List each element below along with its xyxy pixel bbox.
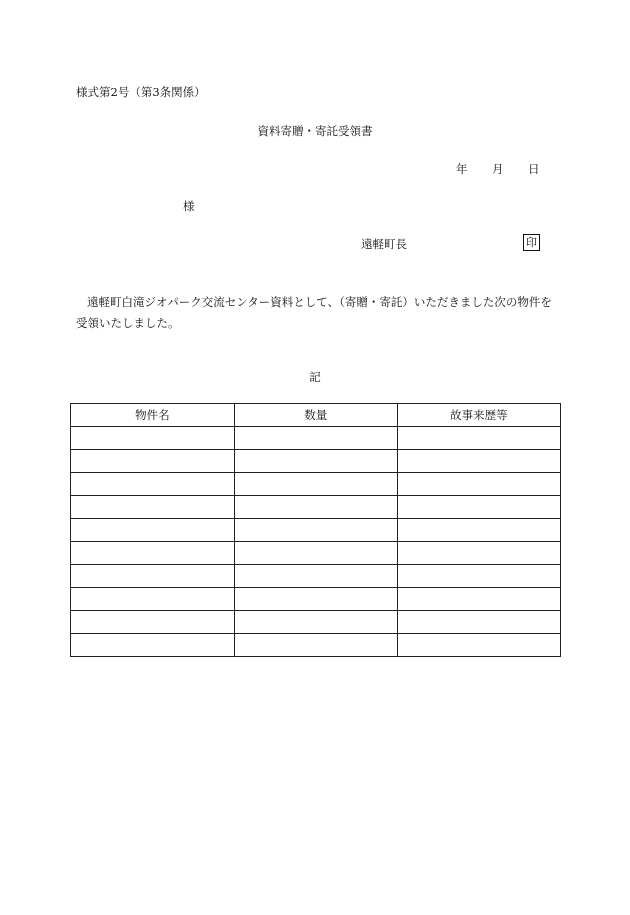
table-cell: [234, 427, 397, 450]
table-cell: [234, 565, 397, 588]
table-cell: [397, 588, 560, 611]
table-cell: [234, 611, 397, 634]
table-cell: [234, 542, 397, 565]
table-cell: [234, 634, 397, 657]
table-cell: [397, 473, 560, 496]
ki-heading: 記: [309, 370, 321, 384]
table-header-row: [71, 404, 561, 427]
items-table: [70, 403, 561, 657]
table-cell: [71, 496, 235, 519]
table-cell: [397, 634, 560, 657]
table-cell: [71, 565, 235, 588]
date-day-label: 日: [528, 162, 540, 176]
addressee-suffix: 様: [183, 199, 195, 213]
body-text: 遠軽町白滝ジオパーク交流センター資料として、（寄贈・寄託）いただきました次の物件を受領いたしました。: [76, 295, 552, 330]
seal-stamp: 印: [523, 234, 540, 251]
table-row: [71, 611, 561, 634]
table-cell: [71, 542, 235, 565]
table-row: [71, 496, 561, 519]
issuer-name: 遠軽町長: [361, 237, 407, 251]
table-row: [71, 588, 561, 611]
table-cell: [397, 427, 560, 450]
table-cell: [397, 542, 560, 565]
table-cell: [234, 588, 397, 611]
column-header-item-name: 物件名: [71, 404, 235, 427]
column-header-quantity: 数量: [234, 404, 397, 427]
table-row: [71, 519, 561, 542]
table-row: [71, 473, 561, 496]
table-row: [71, 565, 561, 588]
table-row: [71, 450, 561, 473]
table-cell: [71, 611, 235, 634]
column-header-history: 故事来歴等: [397, 404, 560, 427]
table-cell: [397, 519, 560, 542]
table-cell: [234, 496, 397, 519]
table-cell: [234, 519, 397, 542]
table-cell: [397, 611, 560, 634]
table-cell: [234, 450, 397, 473]
table-cell: [71, 473, 235, 496]
document-title: 資料寄贈・寄託受領書: [257, 124, 373, 138]
table-cell: [71, 450, 235, 473]
table-row: [71, 542, 561, 565]
table-cell: [71, 634, 235, 657]
table-row: [71, 634, 561, 657]
table-cell: [71, 427, 235, 450]
table-cell: [397, 496, 560, 519]
table-cell: [234, 473, 397, 496]
items-table-body: [71, 427, 561, 657]
date-month-label: 月: [492, 162, 504, 176]
table-cell: [397, 565, 560, 588]
table-row: [71, 427, 561, 450]
date-year-label: 年: [456, 162, 468, 176]
table-cell: [71, 588, 235, 611]
table-cell: [397, 450, 560, 473]
form-number: 様式第2号（第3条関係）: [76, 85, 206, 99]
table-cell: [71, 519, 235, 542]
